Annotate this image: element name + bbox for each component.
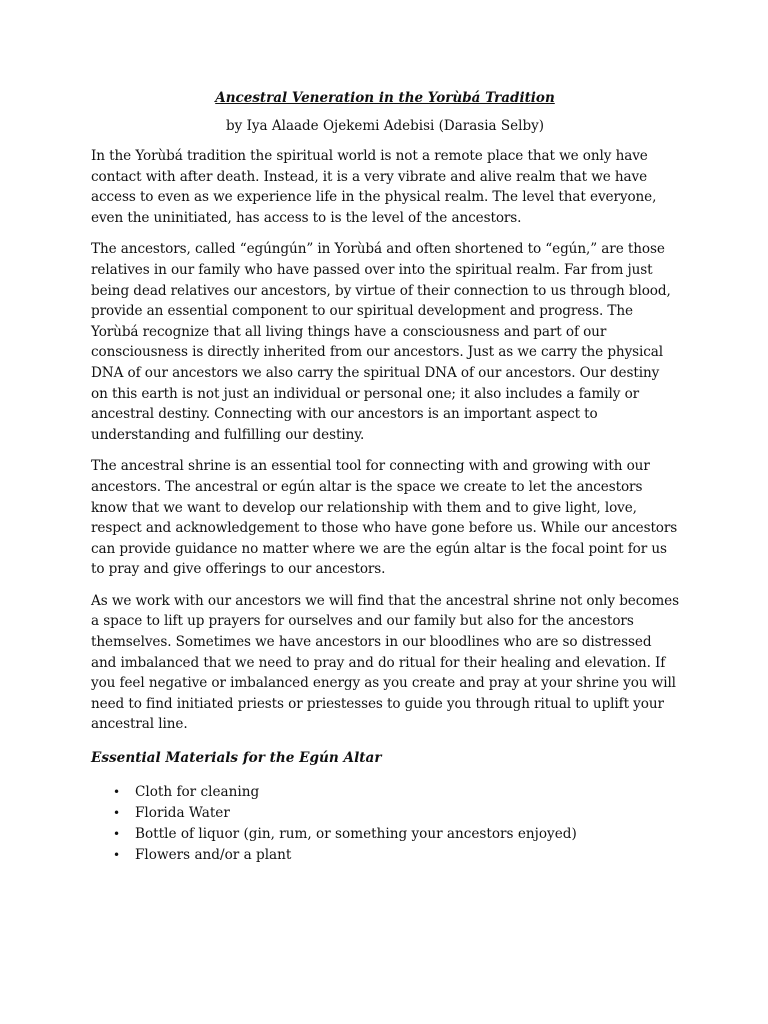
list-item: [113, 782, 679, 803]
document-page: [91, 88, 679, 866]
paragraph-working: As we work with our ancestors we will find that the ancestral shrine not only becomes a space to lift up prayers for ourselves and our family but also for the ancestors themselves. Sometimes we have ancestors in our bloodlines who are so distressed and imbalanced that we need to pray and do ritual for their healing and elevation. If you feel negative or imbalanced energy as you create and pray at your shrine you will need to find initiated priests or priestesses to guide you through ritual to uplift your ancestral line.: [91, 592, 679, 733]
list-item: [113, 824, 679, 845]
list-item: [113, 803, 679, 824]
document-byline: by Iya Alaade Ojekemi Adebisi (Darasia Selby): [226, 118, 544, 134]
bullet-icon: •: [113, 785, 121, 800]
list-item-text: Cloth for cleaning: [135, 784, 260, 801]
paragraph-ancestors: The ancestors, called “egúngún” in Yorùbá and often shortened to “egún,” are those relatives in our family who have passed over into the spiritual realm. Far from just being dead relatives our ancestors, by virtue of their connection to us through blood, provide an essential component to our spiritual development and progress. The Yorùbá recognize that all living things have a consciousness and part of our consciousness is directly inherited from our ancestors. Just as we carry the physical DNA of our ancestors we also carry the spiritual DNA of our ancestors. Our destiny on this earth is not just an individual or personal one; it also includes a family or ancestral destiny. Connecting with our ancestors is an important aspect to understanding and fulfilling our destiny.: [91, 241, 671, 443]
list-item-text: Florida Water: [135, 805, 230, 822]
document-title: Ancestral Veneration in the Yorùbá Tradition: [215, 90, 555, 106]
section-heading-materials: Essential Materials for the Egún Altar: [91, 750, 382, 767]
list-item-text: Flowers and/or a plant: [135, 847, 292, 864]
bullet-icon: •: [113, 848, 121, 863]
list-item: [113, 845, 679, 866]
paragraph-intro: In the Yorùbá tradition the spiritual world is not a remote place that we only have contact with after death. Instead, it is a very vibrate and alive realm that we have access to even as we experience life in the physical realm. The level that everyone, even the uninitiated, has access to is the level of the ancestors.: [91, 148, 657, 226]
list-item-text: Bottle of liquor (gin, rum, or something your ancestors enjoyed): [135, 826, 577, 843]
materials-list: [91, 782, 679, 866]
bullet-icon: •: [113, 827, 121, 842]
bullet-icon: •: [113, 806, 121, 821]
paragraph-shrine: The ancestral shrine is an essential tool for connecting with and growing with our ancestors. The ancestral or egún altar is the space we create to let the ancestors know that we want to develop our relationship with them and to give light, love, respect and acknowledgement to those who have gone before us. While our ancestors can provide guidance no matter where we are the egún altar is the focal point for us to pray and give offerings to our ancestors.: [91, 458, 678, 578]
